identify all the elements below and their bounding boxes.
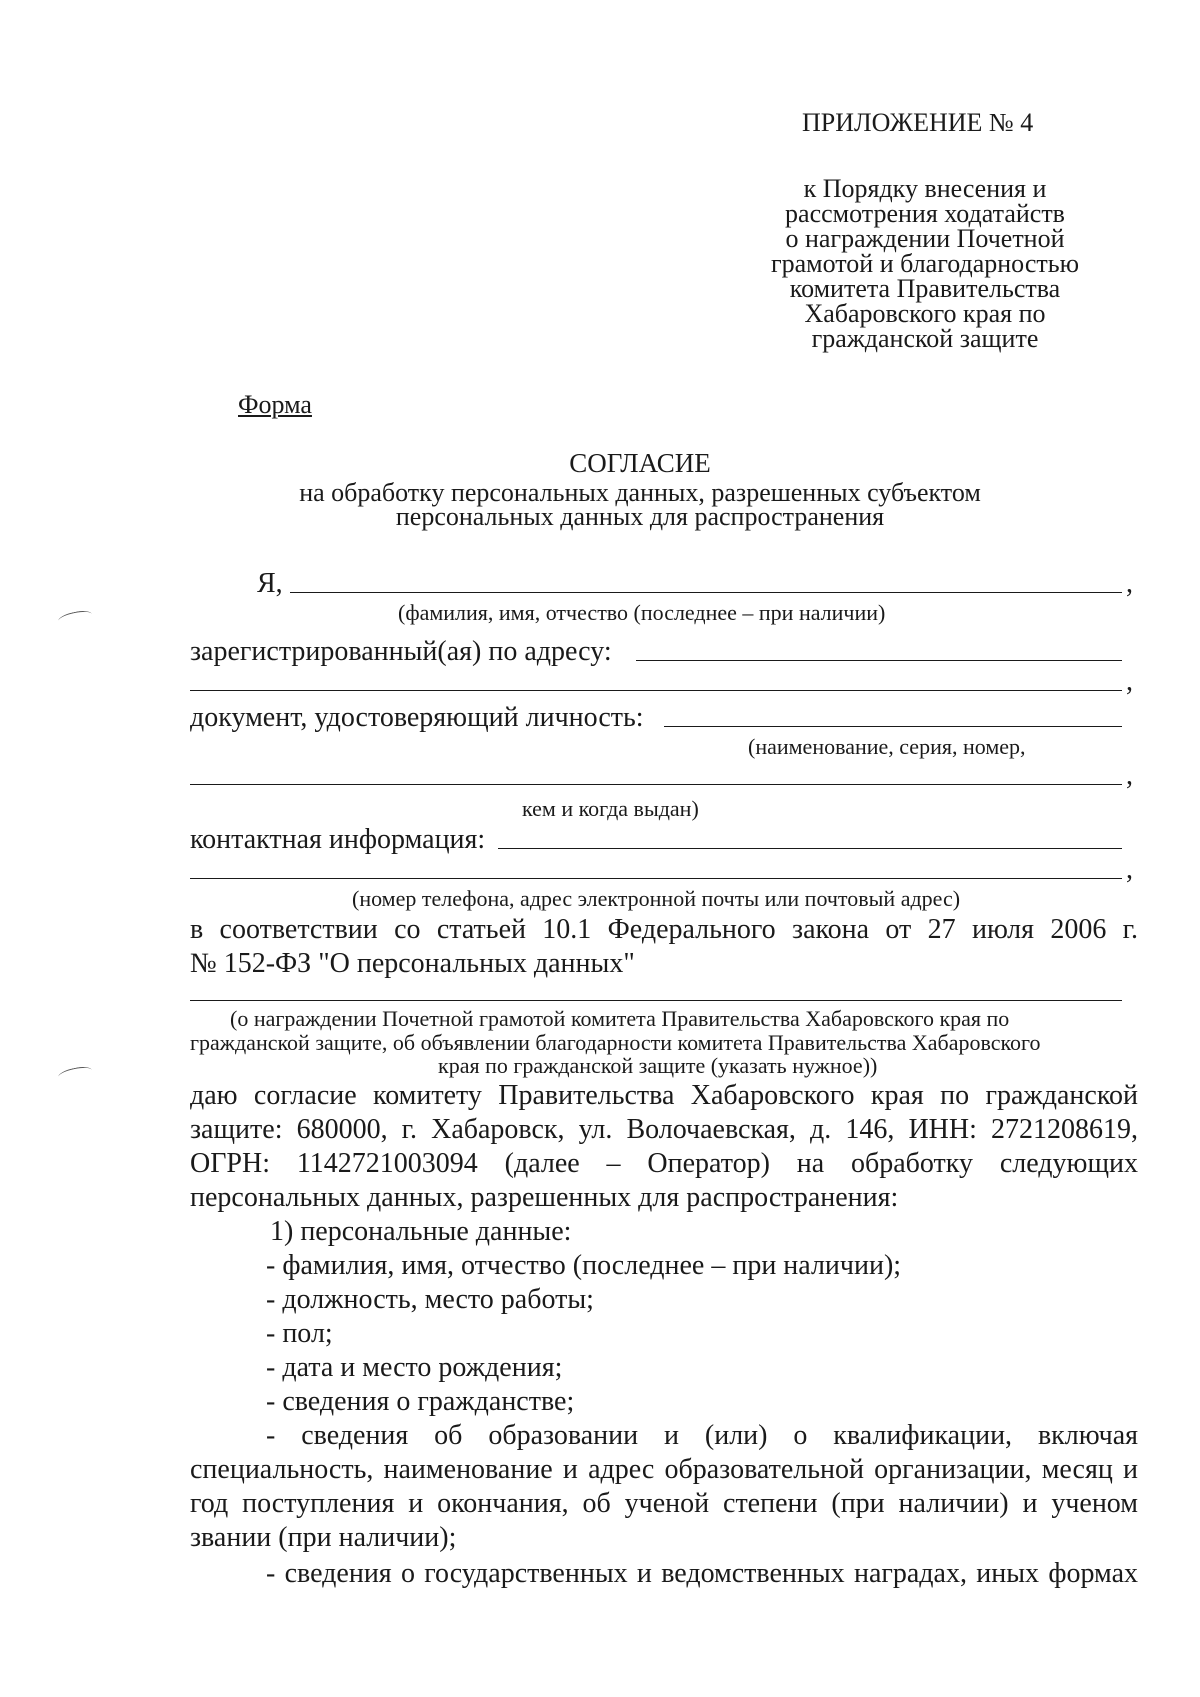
document-hint: (наименование, серия, номер, xyxy=(748,734,1026,759)
award-field[interactable] xyxy=(190,1000,1122,1001)
document-hint-issued: кем и когда выдан) xyxy=(522,796,699,821)
document-subtitle-line: персональных данных для распространения xyxy=(395,502,885,531)
address-label: зарегистрированный(ая) по адресу: xyxy=(190,636,612,667)
education-line: год поступления и окончания, об ученой степени (при наличии) и ученом xyxy=(190,1488,1138,1519)
education-line: звании (при наличии); xyxy=(190,1522,457,1553)
appendix-line: Хабаровского края по xyxy=(804,299,1046,328)
consent-line: даю согласие комитету Правительства Хабаровского края по гражданской xyxy=(190,1080,1138,1111)
contact-field-continued[interactable] xyxy=(190,878,1122,879)
document-title: СОГЛАСИЕ xyxy=(569,448,711,478)
appendix-line: о награждении Почетной xyxy=(785,224,1065,253)
education-line: специальность, наименование и адрес образовательной организации, месяц и xyxy=(190,1454,1138,1485)
appendix-line: гражданской защите xyxy=(811,324,1039,353)
award-hint-line: края по гражданской защите (указать нужное)) xyxy=(438,1053,878,1078)
contact-hint: (номер телефона, адрес электронной почты или почтовый адрес) xyxy=(352,886,961,911)
document-label: документ, удостоверяющий личность: xyxy=(190,702,644,733)
contact-field[interactable] xyxy=(498,848,1122,849)
list-item: - пол; xyxy=(266,1318,333,1349)
law-reference-line: № 152-ФЗ "О персональных данных" xyxy=(190,948,635,979)
list-item: - фамилия, имя, отчество (последнее – при наличии); xyxy=(266,1250,902,1281)
name-field[interactable] xyxy=(290,592,1122,593)
list-title: 1) персональные данные: xyxy=(270,1216,572,1247)
appendix-caption xyxy=(700,176,1150,351)
name-hint: (фамилия, имя, отчество (последнее – при наличии) xyxy=(398,600,886,625)
document-field[interactable] xyxy=(664,726,1122,727)
consent-line: защите: 680000, г. Хабаровск, ул. Волочаевская, д. 146, ИНН: 2721208619, xyxy=(190,1114,1138,1145)
appendix-title: ПРИЛОЖЕНИЕ № 4 xyxy=(802,108,1034,137)
award-hint-line: (о награждении Почетной грамотой комитета Правительства Хабаровского края по xyxy=(230,1006,1010,1031)
contact-comma: , xyxy=(1126,854,1133,885)
document-comma: , xyxy=(1126,760,1133,791)
document-field-continued[interactable] xyxy=(190,784,1122,785)
law-reference-line: в соответствии со статьей 10.1 Федерального закона от 27 июля 2006 г. xyxy=(190,914,1138,945)
consent-line: персональных данных, разрешенных для распространения: xyxy=(190,1182,899,1213)
margin-mark xyxy=(57,1065,93,1083)
name-prefix: Я, xyxy=(257,568,283,599)
contact-label: контактная информация: xyxy=(190,824,486,855)
education-line: - сведения об образовании и (или) о квалификации, включая xyxy=(266,1420,1138,1451)
list-item: - должность, место работы; xyxy=(266,1284,594,1315)
name-comma: , xyxy=(1126,568,1133,599)
form-label: Форма xyxy=(238,390,312,419)
awards-line: - сведения о государственных и ведомственных наградах, иных формах xyxy=(266,1558,1138,1589)
margin-mark xyxy=(57,609,93,627)
address-comma: , xyxy=(1126,666,1133,697)
appendix-line: комитета Правительства xyxy=(789,274,1061,303)
appendix-line: рассмотрения ходатайств xyxy=(785,199,1065,228)
award-hint-line: гражданской защите, об объявлении благодарности комитета Правительства Хабаровского xyxy=(190,1030,1041,1055)
consent-line: ОГРН: 1142721003094 (далее – Оператор) на обработку следующих xyxy=(190,1148,1138,1179)
document-subtitle-line: на обработку персональных данных, разрешенных субъектом xyxy=(299,478,981,507)
appendix-line: грамотой и благодарностью xyxy=(770,249,1080,278)
appendix-line: к Порядку внесения и xyxy=(803,174,1047,203)
list-item: - сведения о гражданстве; xyxy=(266,1386,575,1417)
address-field[interactable] xyxy=(636,660,1122,661)
list-item: - дата и место рождения; xyxy=(266,1352,563,1383)
address-field-continued[interactable] xyxy=(190,690,1122,691)
